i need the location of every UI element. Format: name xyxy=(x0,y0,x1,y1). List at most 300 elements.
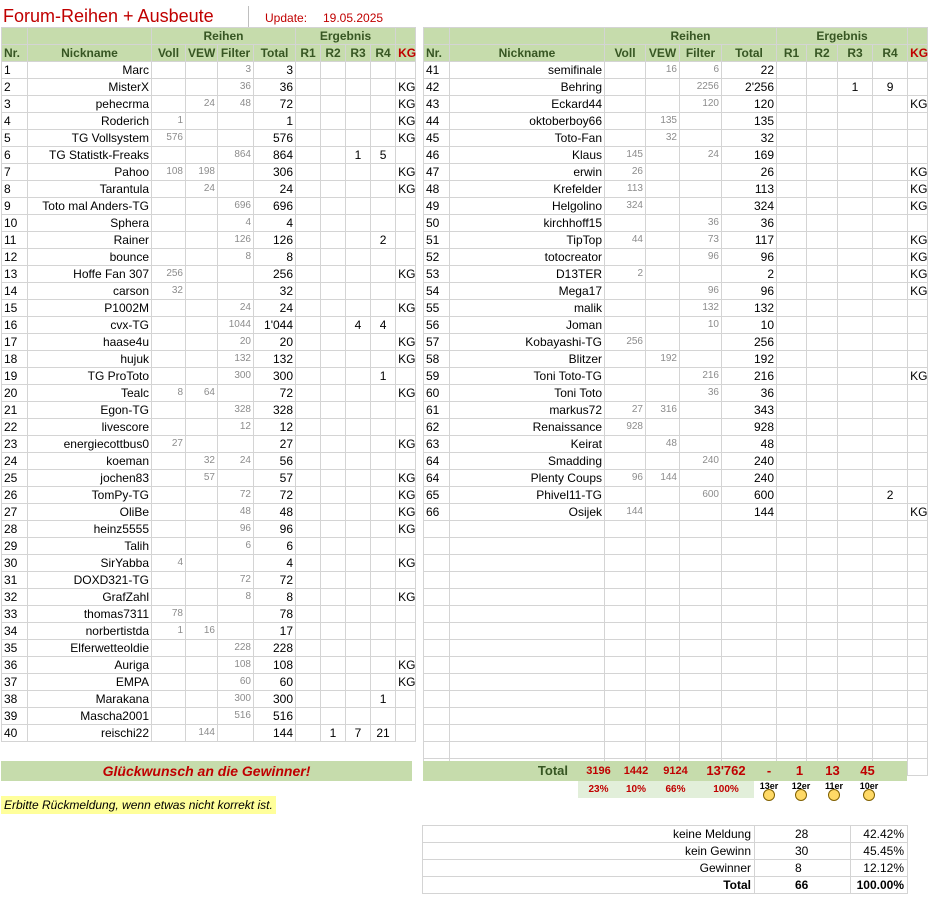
cell xyxy=(371,79,396,96)
cell xyxy=(296,147,321,164)
cell xyxy=(873,504,908,521)
cell: 17 xyxy=(2,334,28,351)
cell: 4 xyxy=(2,113,28,130)
cell: 1 xyxy=(371,368,396,385)
cell: 57 xyxy=(186,470,218,487)
cell: 108 xyxy=(254,657,296,674)
cell xyxy=(396,215,416,232)
cell: 10 xyxy=(722,317,777,334)
cell: Roderich xyxy=(28,113,152,130)
cell: KG xyxy=(396,487,416,504)
cell: semifinale xyxy=(450,62,605,79)
cell xyxy=(807,266,838,283)
cell xyxy=(186,691,218,708)
cell: KG xyxy=(396,266,416,283)
table-row xyxy=(2,521,416,538)
cell xyxy=(152,691,186,708)
cell xyxy=(346,708,371,725)
cell xyxy=(680,130,722,147)
table-row xyxy=(2,164,416,181)
cell: EMPA xyxy=(28,674,152,691)
cell xyxy=(777,232,807,249)
cell xyxy=(908,62,928,79)
cell xyxy=(346,606,371,623)
cell xyxy=(908,334,928,351)
cell xyxy=(873,351,908,368)
cell: 6 xyxy=(680,62,722,79)
cell xyxy=(346,385,371,402)
cell xyxy=(346,113,371,130)
cell: 2'256 xyxy=(722,79,777,96)
cell xyxy=(186,606,218,623)
cell: 59 xyxy=(424,368,450,385)
table-row xyxy=(424,317,928,334)
cell xyxy=(296,521,321,538)
col-kg: KG xyxy=(396,45,416,62)
update-date: 19.05.2025 xyxy=(323,11,384,25)
cell: 72 xyxy=(254,487,296,504)
cell xyxy=(186,266,218,283)
cell: 27 xyxy=(605,402,646,419)
header-divider xyxy=(248,6,249,28)
cell xyxy=(346,572,371,589)
total-r2: 1 xyxy=(784,761,815,781)
total-filter: 9124 xyxy=(653,761,698,781)
cell: 600 xyxy=(680,487,722,504)
cell xyxy=(152,657,186,674)
cell xyxy=(321,640,346,657)
cell: TomPy-TG xyxy=(28,487,152,504)
cell: TG ProToto xyxy=(28,368,152,385)
cell: Mascha2001 xyxy=(28,708,152,725)
table-row xyxy=(424,198,928,215)
table-row xyxy=(2,283,416,300)
cell xyxy=(346,334,371,351)
cell xyxy=(346,623,371,640)
cell: 144 xyxy=(646,470,680,487)
total-r4: 45 xyxy=(850,761,885,781)
cell: 2 xyxy=(2,79,28,96)
cell xyxy=(296,232,321,249)
table-row xyxy=(424,419,928,436)
cell xyxy=(777,62,807,79)
cell xyxy=(186,232,218,249)
cell: 4 xyxy=(346,317,371,334)
group-reihen-header: Reihen xyxy=(152,28,296,45)
cell xyxy=(396,62,416,79)
cell xyxy=(296,436,321,453)
cell xyxy=(296,317,321,334)
table-row xyxy=(424,385,928,402)
table-row xyxy=(424,657,928,674)
cell xyxy=(296,351,321,368)
cell xyxy=(646,232,680,249)
cell: KG xyxy=(396,113,416,130)
cell: 864 xyxy=(218,147,254,164)
col-r2: R2 xyxy=(321,45,346,62)
cell: 32 xyxy=(722,130,777,147)
cell: 23 xyxy=(2,436,28,453)
cell xyxy=(646,215,680,232)
cell: energiecottbus0 xyxy=(28,436,152,453)
cell xyxy=(186,436,218,453)
cell: 64 xyxy=(424,453,450,470)
cell xyxy=(346,130,371,147)
col-nr: Nr. xyxy=(2,45,28,62)
cell xyxy=(605,317,646,334)
cell xyxy=(396,283,416,300)
cell xyxy=(838,402,873,419)
cell xyxy=(152,470,186,487)
table-row xyxy=(424,742,928,759)
cell: 16 xyxy=(2,317,28,334)
cell xyxy=(296,725,321,742)
cell xyxy=(152,198,186,215)
table-row xyxy=(424,691,928,708)
cell: norbertistda xyxy=(28,623,152,640)
cell xyxy=(371,181,396,198)
table-row xyxy=(2,453,416,470)
cell xyxy=(777,113,807,130)
cell xyxy=(838,300,873,317)
table-row xyxy=(424,589,928,606)
cell xyxy=(152,708,186,725)
cell: 132 xyxy=(218,351,254,368)
cell xyxy=(371,623,396,640)
cell: 36 xyxy=(680,215,722,232)
trophy-11er-icon: 11er xyxy=(820,781,848,811)
cell xyxy=(371,674,396,691)
cell xyxy=(186,79,218,96)
cell: totocreator xyxy=(450,249,605,266)
cell xyxy=(152,674,186,691)
cell: KG xyxy=(396,96,416,113)
table-row xyxy=(2,606,416,623)
cell: erwin xyxy=(450,164,605,181)
cell: Osijek xyxy=(450,504,605,521)
cell xyxy=(646,453,680,470)
cell xyxy=(218,113,254,130)
cell: Tarantula xyxy=(28,181,152,198)
cell xyxy=(807,436,838,453)
cell xyxy=(371,62,396,79)
cell: Behring xyxy=(450,79,605,96)
cell xyxy=(838,351,873,368)
cell xyxy=(646,504,680,521)
pct-filter: 66% xyxy=(653,781,698,798)
cell xyxy=(908,402,928,419)
cell: 48 xyxy=(424,181,450,198)
cell xyxy=(371,606,396,623)
cell: Plenty Coups xyxy=(450,470,605,487)
cell: 3 xyxy=(218,62,254,79)
cell xyxy=(873,147,908,164)
cell xyxy=(873,130,908,147)
cell xyxy=(321,79,346,96)
cell xyxy=(186,487,218,504)
cell: 864 xyxy=(254,147,296,164)
cell xyxy=(807,62,838,79)
cell: Toni Toto-TG xyxy=(450,368,605,385)
cell: 32 xyxy=(152,283,186,300)
cell xyxy=(371,470,396,487)
cell: thomas7311 xyxy=(28,606,152,623)
cell xyxy=(346,419,371,436)
col-vew-right: VEW xyxy=(646,45,680,62)
cell: 60 xyxy=(254,674,296,691)
cell xyxy=(152,181,186,198)
cell: 48 xyxy=(218,504,254,521)
cell xyxy=(218,266,254,283)
cell xyxy=(873,436,908,453)
cell xyxy=(873,164,908,181)
cell xyxy=(777,249,807,266)
cell xyxy=(296,402,321,419)
cell: 96 xyxy=(722,249,777,266)
cell: 6 xyxy=(254,538,296,555)
cell: 17 xyxy=(254,623,296,640)
cell: carson xyxy=(28,283,152,300)
cell: 96 xyxy=(680,249,722,266)
cell xyxy=(186,708,218,725)
cell xyxy=(873,266,908,283)
cell xyxy=(873,232,908,249)
cell xyxy=(186,368,218,385)
cell: 62 xyxy=(424,419,450,436)
cell xyxy=(296,130,321,147)
cell: 33 xyxy=(2,606,28,623)
table-row xyxy=(2,419,416,436)
cell xyxy=(346,555,371,572)
cell: 132 xyxy=(680,300,722,317)
trophy-10er-icon: 10er xyxy=(855,781,883,811)
cell: 72 xyxy=(254,96,296,113)
cell xyxy=(296,283,321,300)
cell xyxy=(838,453,873,470)
cell: 132 xyxy=(254,351,296,368)
cell xyxy=(152,334,186,351)
cell xyxy=(346,504,371,521)
cell xyxy=(396,419,416,436)
cell xyxy=(371,351,396,368)
cell xyxy=(646,198,680,215)
cell xyxy=(321,623,346,640)
cell xyxy=(321,181,346,198)
cell xyxy=(152,725,186,742)
cell xyxy=(218,606,254,623)
cell: pehecrma xyxy=(28,96,152,113)
cell: KG xyxy=(396,351,416,368)
cell xyxy=(777,453,807,470)
cell: KG xyxy=(396,674,416,691)
table-row xyxy=(424,164,928,181)
cell xyxy=(346,79,371,96)
cell xyxy=(321,283,346,300)
cell xyxy=(218,623,254,640)
cell: 96 xyxy=(254,521,296,538)
cell xyxy=(396,725,416,742)
cell xyxy=(346,164,371,181)
cell xyxy=(371,385,396,402)
cell xyxy=(321,436,346,453)
cell xyxy=(371,453,396,470)
cell: 16 xyxy=(646,62,680,79)
table-row xyxy=(2,300,416,317)
cell: 45 xyxy=(424,130,450,147)
cell xyxy=(152,589,186,606)
cell xyxy=(152,249,186,266)
cell: 9 xyxy=(2,198,28,215)
cell xyxy=(296,181,321,198)
table-row xyxy=(424,708,928,725)
cell xyxy=(777,419,807,436)
cell xyxy=(346,351,371,368)
cell: Eckard44 xyxy=(450,96,605,113)
cell: 51 xyxy=(424,232,450,249)
cell xyxy=(807,232,838,249)
cell: Joman xyxy=(450,317,605,334)
cell xyxy=(807,181,838,198)
total-r1: - xyxy=(754,761,784,781)
cell xyxy=(296,657,321,674)
cell: 20 xyxy=(2,385,28,402)
cell: 40 xyxy=(2,725,28,742)
cell xyxy=(396,368,416,385)
cell xyxy=(777,283,807,300)
cell xyxy=(346,96,371,113)
cell xyxy=(605,130,646,147)
cell: 72 xyxy=(254,572,296,589)
cell xyxy=(321,62,346,79)
cell xyxy=(321,504,346,521)
cell: D13TER xyxy=(450,266,605,283)
cell: 46 xyxy=(424,147,450,164)
cell xyxy=(321,691,346,708)
cell: KG xyxy=(908,164,928,181)
cell xyxy=(218,470,254,487)
cell: KG xyxy=(396,521,416,538)
cell xyxy=(321,317,346,334)
cell: 32 xyxy=(2,589,28,606)
cell: hujuk xyxy=(28,351,152,368)
cell xyxy=(321,419,346,436)
cell: 3 xyxy=(254,62,296,79)
cell xyxy=(371,521,396,538)
table-row xyxy=(2,572,416,589)
cell: 1'044 xyxy=(254,317,296,334)
cell: 113 xyxy=(722,181,777,198)
cell: 48 xyxy=(646,436,680,453)
cell: haase4u xyxy=(28,334,152,351)
cell xyxy=(371,130,396,147)
cell: 1 xyxy=(152,623,186,640)
cell: 20 xyxy=(218,334,254,351)
cell xyxy=(908,351,928,368)
cell: 28 xyxy=(2,521,28,538)
cell xyxy=(807,283,838,300)
cell xyxy=(371,572,396,589)
cell: 10 xyxy=(2,215,28,232)
total-voll: 3196 xyxy=(578,761,619,781)
cell xyxy=(296,572,321,589)
cell: 192 xyxy=(646,351,680,368)
group-ergebnis-header: Ergebnis xyxy=(296,28,396,45)
cell: 26 xyxy=(2,487,28,504)
cell xyxy=(908,300,928,317)
cell xyxy=(680,334,722,351)
cell xyxy=(152,147,186,164)
cell xyxy=(296,215,321,232)
cell xyxy=(186,538,218,555)
cell xyxy=(680,266,722,283)
cell: 4 xyxy=(218,215,254,232)
cell xyxy=(777,215,807,232)
cell: 26 xyxy=(605,164,646,181)
cell: 27 xyxy=(254,436,296,453)
cell xyxy=(186,317,218,334)
cell: 240 xyxy=(680,453,722,470)
table-row xyxy=(2,113,416,130)
cell: Elferwetteoldie xyxy=(28,640,152,657)
cell: KG xyxy=(396,657,416,674)
cell xyxy=(838,436,873,453)
cell xyxy=(807,215,838,232)
cell xyxy=(152,351,186,368)
cell: 47 xyxy=(424,164,450,181)
cell: 3 xyxy=(2,96,28,113)
cell xyxy=(908,317,928,334)
table-row xyxy=(424,453,928,470)
cell xyxy=(396,538,416,555)
cell xyxy=(646,334,680,351)
cell: 24 xyxy=(218,453,254,470)
cell: 12 xyxy=(218,419,254,436)
cell: 1044 xyxy=(218,317,254,334)
col-nickname-right: Nickname xyxy=(450,45,605,62)
cell: 300 xyxy=(218,368,254,385)
table-row xyxy=(424,572,928,589)
cell: oktoberboy66 xyxy=(450,113,605,130)
cell xyxy=(873,385,908,402)
cell: 324 xyxy=(722,198,777,215)
cell xyxy=(908,487,928,504)
cell: 49 xyxy=(424,198,450,215)
cell: KG xyxy=(908,96,928,113)
cell: 2256 xyxy=(680,79,722,96)
cell: 25 xyxy=(2,470,28,487)
cell: Hoffe Fan 307 xyxy=(28,266,152,283)
cell: Pahoo xyxy=(28,164,152,181)
cell: 96 xyxy=(722,283,777,300)
col-voll: Voll xyxy=(152,45,186,62)
cell: 60 xyxy=(424,385,450,402)
cell: OliBe xyxy=(28,504,152,521)
cell: KG xyxy=(396,300,416,317)
cell: 24 xyxy=(186,181,218,198)
cell xyxy=(908,453,928,470)
cell xyxy=(908,470,928,487)
cell xyxy=(646,164,680,181)
cell xyxy=(152,521,186,538)
cell: DOXD321-TG xyxy=(28,572,152,589)
cell: 31 xyxy=(2,572,28,589)
cell xyxy=(186,334,218,351)
cell xyxy=(296,385,321,402)
cell: 58 xyxy=(424,351,450,368)
cell xyxy=(296,249,321,266)
cell: reischi22 xyxy=(28,725,152,742)
cell xyxy=(321,368,346,385)
